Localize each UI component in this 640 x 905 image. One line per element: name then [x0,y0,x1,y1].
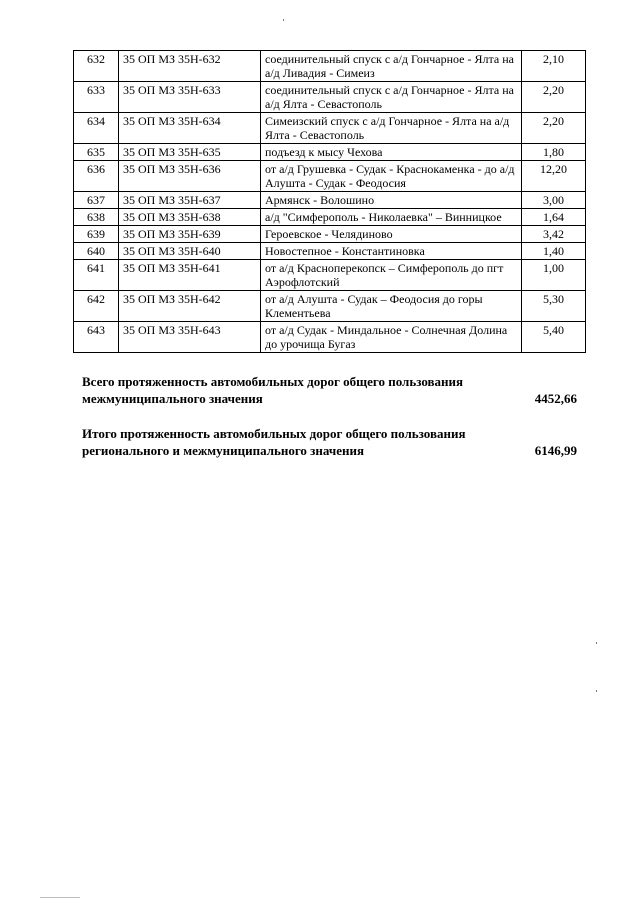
row-number: 632 [74,51,119,82]
scan-speck [40,897,80,898]
road-length: 1,00 [522,260,586,291]
table-row [74,243,586,260]
table-row [74,161,586,192]
road-code: 35 ОП МЗ 35Н-638 [119,209,261,226]
road-name: Армянск - Волошино [261,192,522,209]
summary-total [82,425,577,459]
road-name: соединительный спуск с а/д Гончарное - Ялта на а/д Ялта - Севастополь [261,82,522,113]
row-number: 637 [74,192,119,209]
table-row [74,82,586,113]
road-length: 12,20 [522,161,586,192]
summary-intermunicipal-label: Всего протяженность автомобильных дорог общего пользования межмуниципального значения [82,374,464,406]
road-code: 35 ОП МЗ 35Н-632 [119,51,261,82]
row-number: 643 [74,322,119,353]
road-name: от а/д Грушевка - Судак - Краснокаменка - до а/д Алушта - Судак - Феодосия [261,161,522,192]
road-length: 1,64 [522,209,586,226]
road-code: 35 ОП МЗ 35Н-636 [119,161,261,192]
scan-speck [283,19,284,21]
road-code: 35 ОП МЗ 35Н-635 [119,144,261,161]
road-name: от а/д Алушта - Судак – Феодосия до горы Клементьева [261,291,522,322]
row-number: 639 [74,226,119,243]
row-number: 640 [74,243,119,260]
row-number: 633 [74,82,119,113]
road-length: 2,20 [522,113,586,144]
table-row [74,113,586,144]
road-name: от а/д Красноперекопск – Симферополь до пгт Аэрофлотский [261,260,522,291]
table-row [74,226,586,243]
road-length: 2,10 [522,51,586,82]
road-code: 35 ОП МЗ 35Н-642 [119,291,261,322]
road-code: 35 ОП МЗ 35Н-643 [119,322,261,353]
table-row [74,260,586,291]
road-length: 3,00 [522,192,586,209]
row-number: 636 [74,161,119,192]
road-code: 35 ОП МЗ 35Н-633 [119,82,261,113]
road-length: 1,40 [522,243,586,260]
summary-total-label: Итого протяженность автомобильных дорог общего пользования регионального и межмуниципального значения [82,426,466,458]
row-number: 642 [74,291,119,322]
summary-intermunicipal-value: 4452,66 [534,391,577,406]
table-row [74,209,586,226]
road-length: 2,20 [522,82,586,113]
road-length: 5,30 [522,291,586,322]
table-row [74,51,586,82]
road-length: 3,42 [522,226,586,243]
summary-intermunicipal [82,373,577,407]
summary-total-value: 6146,99 [534,443,577,458]
road-code: 35 ОП МЗ 35Н-641 [119,260,261,291]
road-length: 5,40 [522,322,586,353]
road-name: Героевское - Челядиново [261,226,522,243]
row-number: 635 [74,144,119,161]
road-name: от а/д Судак - Миндальное - Солнечная Долина до урочища Бугаз [261,322,522,353]
table-row [74,291,586,322]
row-number: 641 [74,260,119,291]
scan-speck [596,690,597,692]
road-name: соединительный спуск с а/д Гончарное - Ялта на а/д Ливадия - Симеиз [261,51,522,82]
table-row [74,322,586,353]
row-number: 634 [74,113,119,144]
road-code: 35 ОП МЗ 35Н-637 [119,192,261,209]
table-row [74,192,586,209]
road-length: 1,80 [522,144,586,161]
row-number: 638 [74,209,119,226]
road-code: 35 ОП МЗ 35Н-640 [119,243,261,260]
road-name: Новостепное - Константиновка [261,243,522,260]
road-name: подъезд к мысу Чехова [261,144,522,161]
table-row [74,144,586,161]
roads-table-body [74,51,586,353]
scan-speck [596,642,597,644]
road-code: 35 ОП МЗ 35Н-634 [119,113,261,144]
road-name: а/д "Симферополь - Николаевка" – Винницкое [261,209,522,226]
roads-table [73,50,586,353]
road-code: 35 ОП МЗ 35Н-639 [119,226,261,243]
road-name: Симеизский спуск с а/д Гончарное - Ялта на а/д Ялта - Севастополь [261,113,522,144]
